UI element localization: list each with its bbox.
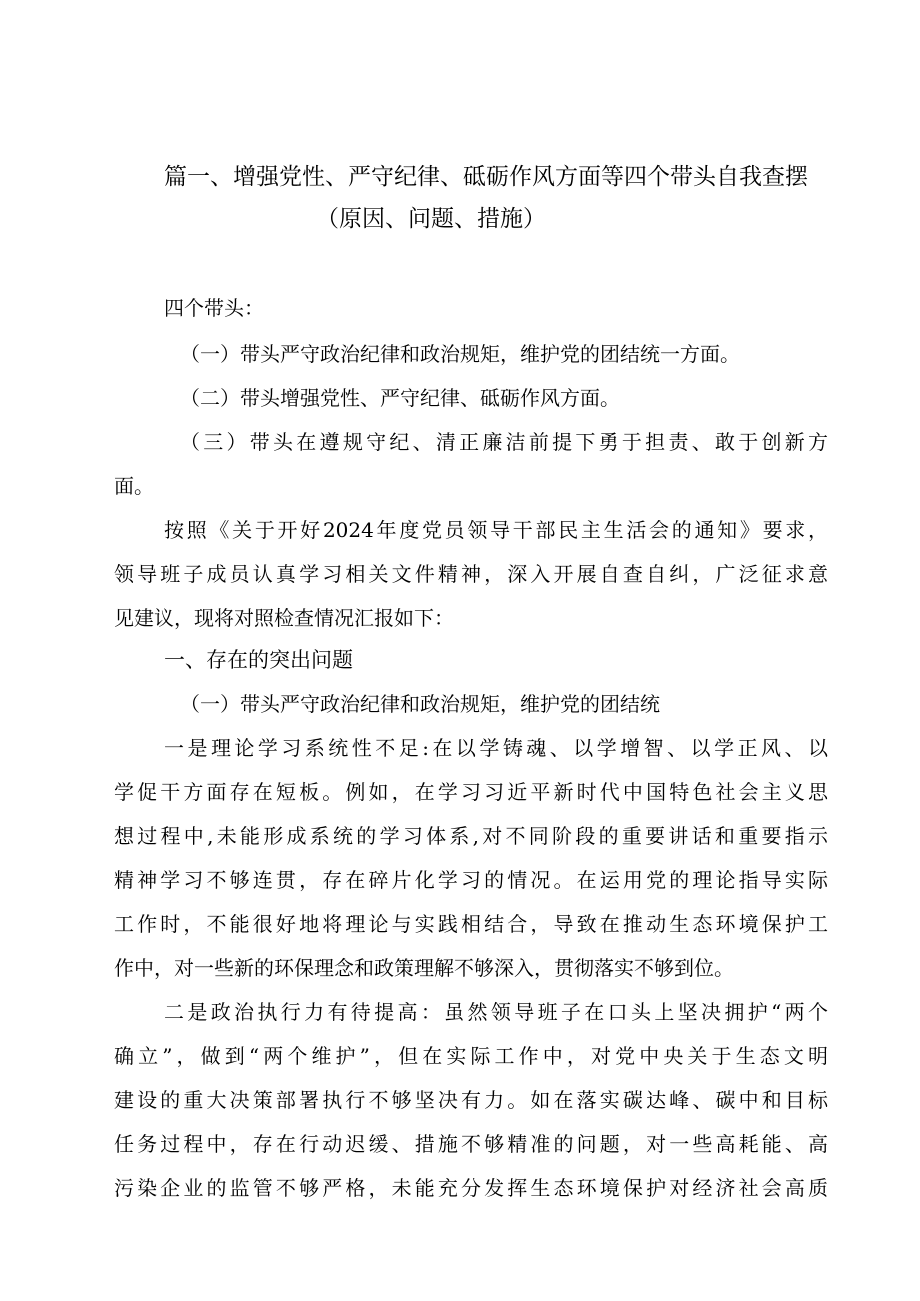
paragraph-1-line-5: 工作时，不能很好地将理论与实践相结合，导致在推动生态环境保护工 <box>114 912 828 936</box>
lead-item-2: （二）带头增强党性、严守纪律、砥砺作风方面。 <box>180 386 620 410</box>
intro-paragraph-line-2: 领导班子成员认真学习相关文件精神，深入开展自查自纠，广泛征求意 <box>114 562 828 586</box>
intro-paragraph-line-3: 见建议，现将对照检查情况汇报如下： <box>114 606 454 630</box>
paragraph-2-line-1: 二是政治执行力有待提高：虽然领导班子在口头上坚决拥护“两个 <box>164 1000 828 1024</box>
paragraph-2-line-5: 污染企业的监管不够严格，未能充分发挥生态环境保护对经济社会高质 <box>114 1176 828 1200</box>
paragraph-1-line-2: 学促干方面存在短板。例如，在学习习近平新时代中国特色社会主义思 <box>114 780 828 804</box>
paragraph-1-line-1: 一是理论学习系统性不足:在以学铸魂、以学增智、以学正风、以 <box>164 736 828 760</box>
paragraph-2-line-2: 确立”，做到“两个维护”，但在实际工作中，对党中央关于生态文明 <box>114 1044 828 1068</box>
lead-item-3-line-1: （三）带头在遵规守纪、清正廉洁前提下勇于担责、敢于创新方 <box>180 430 828 454</box>
lead-item-3-line-2: 面。 <box>114 474 154 498</box>
section-heading-1: 一、存在的突出问题 <box>164 648 353 672</box>
paragraph-2-line-4: 任务过程中，存在行动迟缓、措施不够精准的问题，对一些高耗能、高 <box>114 1132 828 1156</box>
document-title-line-2: （原因、问题、措施） <box>316 206 546 232</box>
paragraph-1-line-6: 作中，对一些新的环保理念和政策理解不够深入，贯彻落实不够到位。 <box>114 956 734 980</box>
paragraph-1-line-3: 想过程中,未能形成系统的学习体系,对不同阶段的重要讲话和重要指示 <box>114 824 828 848</box>
intro-paragraph-line-1: 按照《关于开好2024年度党员领导干部民主生活会的通知》要求， <box>164 518 828 542</box>
lead-item-1: （一）带头严守政治纪律和政治规矩，维护党的团结统一方面。 <box>180 342 740 366</box>
four-leads-label: 四个带头： <box>164 296 264 320</box>
subsection-heading-1: （一）带头严守政治纪律和政治规矩，维护党的团结统 <box>180 692 660 716</box>
paragraph-2-line-3: 建设的重大决策部署执行不够坚决有力。如在落实碳达峰、碳中和目标 <box>114 1088 828 1112</box>
paragraph-1-line-4: 精神学习不够连贯，存在碎片化学习的情况。在运用党的理论指导实际 <box>114 868 828 892</box>
document-title-line-1: 篇一、增强党性、严守纪律、砥砺作风方面等四个带头自我查摆 <box>164 164 808 190</box>
